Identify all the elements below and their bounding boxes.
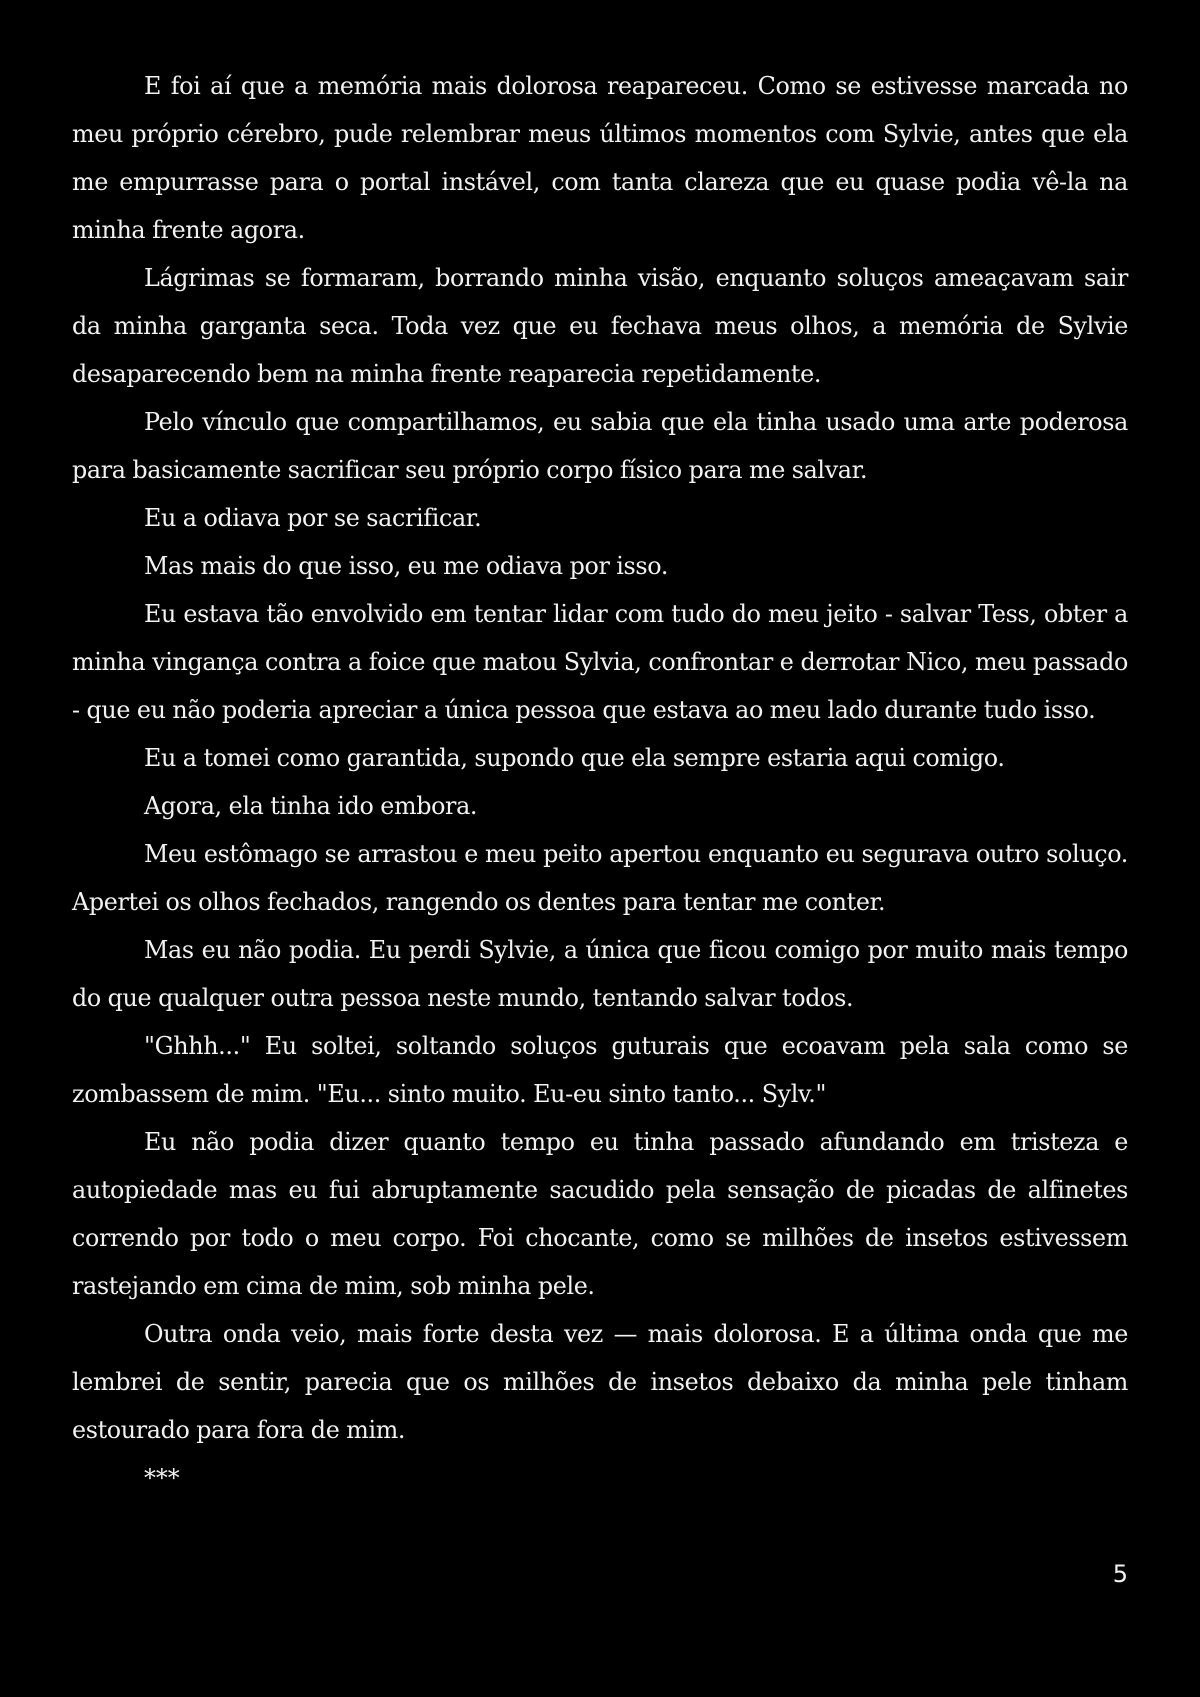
paragraph-4: Eu a odiava por se sacrificar. <box>144 504 482 532</box>
document-page <box>72 62 1128 1502</box>
paragraph-2: Lágrimas se formaram, borrando minha visão, enquanto soluços ameaçavam sair da minha garganta seca. Toda vez que eu fechava meus olhos, a memória de Sylvie desaparecendo bem na minha frente reaparecia repetidamente. <box>72 264 1128 388</box>
paragraph-7: Eu a tomei como garantida, supondo que ela sempre estaria aqui comigo. <box>144 744 1005 772</box>
paragraph-3: Pelo vínculo que compartilhamos, eu sabia que ela tinha usado uma arte poderosa para basicamente sacrificar seu próprio corpo físico para me salvar. <box>72 408 1128 484</box>
paragraph-10: Mas eu não podia. Eu perdi Sylvie, a única que ficou comigo por muito mais tempo do que qualquer outra pessoa neste mundo, tentando salvar todos. <box>72 936 1128 1012</box>
paragraph-1: E foi aí que a memória mais dolorosa reapareceu. Como se estivesse marcada no meu próprio cérebro, pude relembrar meus últimos momentos com Sylvie, antes que ela me empurrasse para o portal instável, com tanta clareza que eu quase podia vê-la na minha frente agora. <box>72 72 1128 244</box>
paragraph-11: "Ghhh..." Eu soltei, soltando soluços guturais que ecoavam pela sala como se zombassem de mim. "Eu... sinto muito. Eu-eu sinto tanto... Sylv." <box>72 1032 1128 1108</box>
paragraph-13: Outra onda veio, mais forte desta vez — mais dolorosa. E a última onda que me lembrei de sentir, parecia que os milhões de insetos debaixo da minha pele tinham estourado para fora de mim. <box>72 1320 1128 1444</box>
paragraph-9: Meu estômago se arrastou e meu peito apertou enquanto eu segurava outro soluço. Apertei os olhos fechados, rangendo os dentes para tentar me conter. <box>72 840 1128 916</box>
paragraph-8: Agora, ela tinha ido embora. <box>144 792 478 820</box>
page-number: 5 <box>1112 1560 1128 1588</box>
scene-break: *** <box>144 1464 180 1492</box>
paragraph-5: Mas mais do que isso, eu me odiava por isso. <box>144 552 669 580</box>
paragraph-6: Eu estava tão envolvido em tentar lidar com tudo do meu jeito - salvar Tess, obter a minha vingança contra a foice que matou Sylvia, confrontar e derrotar Nico, meu passado - que eu não poderia apreciar a única pessoa que estava ao meu lado durante tudo isso. <box>72 600 1128 724</box>
paragraph-12: Eu não podia dizer quanto tempo eu tinha passado afundando em tristeza e autopiedade mas eu fui abruptamente sacudido pela sensação de picadas de alfinetes correndo por todo o meu corpo. Foi chocante, como se milhões de insetos estivessem rastejando em cima de mim, sob minha pele. <box>72 1128 1128 1300</box>
